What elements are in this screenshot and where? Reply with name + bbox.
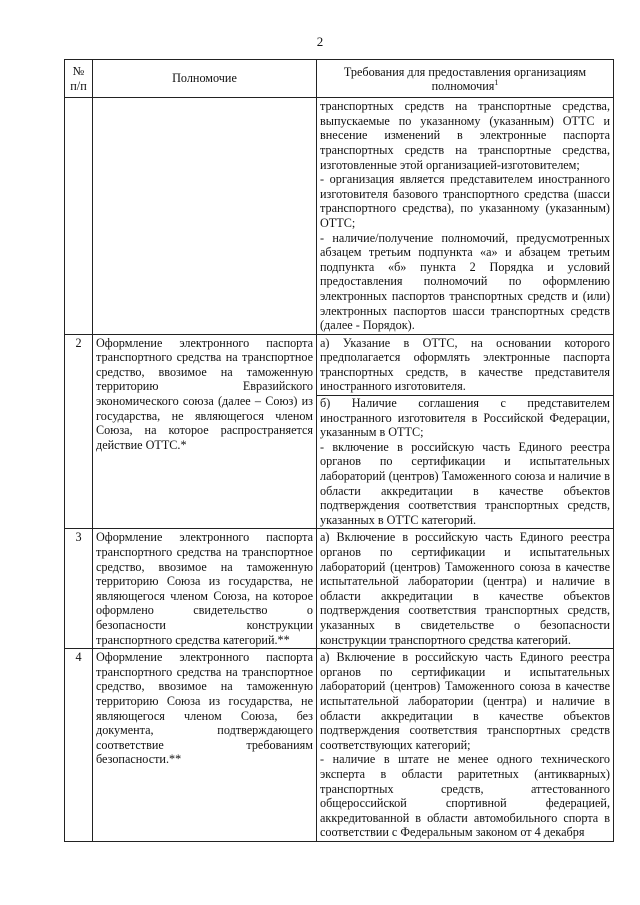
requirement-paragraph: - наличие в штате не менее одного технического эксперта в области раритетных (антикварных) транспортных средств, аттестованного общероссийской спортивной федерацией, аккредитованной в области автомобильного спорта в соответствии с Федеральным законом от 4 декабря [320,752,610,840]
row-power: Оформление электронного паспорта транспортного средства на транспортное средство, ввозимое на таможенную территорию Евразийского экономического союза (далее – Союз) из государства, не являющегося членом Союза, на которое распространяется действие ОТТС.* [93,334,317,529]
row-power: Оформление электронного паспорта транспортного средства на транспортное средство, ввозимое на таможенную территорию Союза из государства, не являющегося членом Союза, без документа, подтверждающего соответствие требованиям безопасности.** [93,649,317,842]
row-power: Оформление электронного паспорта транспортного средства на транспортное средство, ввозимое на таможенную территорию Союза из государства, не являющегося членом Союза, на которое оформлено свидетельство о безопасности конструкции транспортного средства категорий.** [93,529,317,649]
table-row [65,98,614,335]
page-number: 2 [316,34,324,49]
row-num: 2 [65,334,93,529]
requirement-paragraph: а) Включение в российскую часть Единого реестра органов по сертификации и испытательных лабораторий (центров) Таможенного союза в качестве испытательной лаборатории (центра) и наличие в области аккредитации в качестве объектов подтверждения соответствия транспортных средств, указанных в свидетельстве о безопасности конструкции транспортного средства категорий. [320,530,610,647]
requirement-paragraph: а) Указание в ОТТС, на основании которого предполагается оформлять электронные паспорта транспортных средств, в качестве представителя иностранного изготовителя. [320,335,610,394]
table-row [65,529,614,649]
powers-table [64,59,614,842]
header-num: № п/п [65,60,93,98]
row-num: 3 [65,529,93,649]
row-num: 4 [65,649,93,842]
row-power [93,98,317,335]
requirement-paragraph: - организация является представителем иностранного изготовителя базового транспортного средства (шасси транспортного средства), по указанному (указанным) ОТТС; [320,172,610,230]
header-power: Полномочие [93,60,317,98]
table-header-row [65,60,614,98]
row-requirements [317,334,614,529]
requirement-paragraph: а) Включение в российскую часть Единого реестра органов по сертификации и испытательных лабораторий (центров) Таможенного союза в качестве испытательной лаборатории (центра) и наличие в области аккредитации в качестве объектов подтверждения соответствия транспортных средств соответствующих категорий; [320,650,610,752]
header-requirements: Требования для предоставления организациям полномочия$^1$ [317,60,614,98]
requirement-paragraph: - включение в российскую часть Единого реестра органов по сертификации и испытательных лабораторий (центров) Таможенного союза и наличие в области аккредитации в качестве объектов подтверждения соответствия транспортных средств, указанных в ОТТС категорий. [320,439,610,527]
row-num [65,98,93,335]
requirement-paragraph: - наличие/получение полномочий, предусмотренных абзацем третьим подпункта «а» и абзацем третьим подпункта «б» пункта 2 Порядка и условий предоставления полномочий по оформлению электронных паспортов транспортных средств и (или) электронных паспортов шасси транспортных средств (далее - Порядок). [320,230,610,333]
footnote-marker: 1 [494,77,499,87]
table-row [65,649,614,842]
row-requirements [317,529,614,649]
row-requirements [317,98,614,335]
table-row [65,334,614,529]
requirement-paragraph: транспортных средств на транспортные средства, выпускаемые по указанному (указанным) ОТТС и внесение изменений в электронные паспорта транспортных средств на транспортные средства, изготовленные этой организацией-изготовителем; [320,99,610,172]
row-requirements [317,649,614,842]
requirement-paragraph: б) Наличие соглашения с представителем иностранного изготовителя в Российской Федерации, указанным в ОТТС; [317,395,613,440]
